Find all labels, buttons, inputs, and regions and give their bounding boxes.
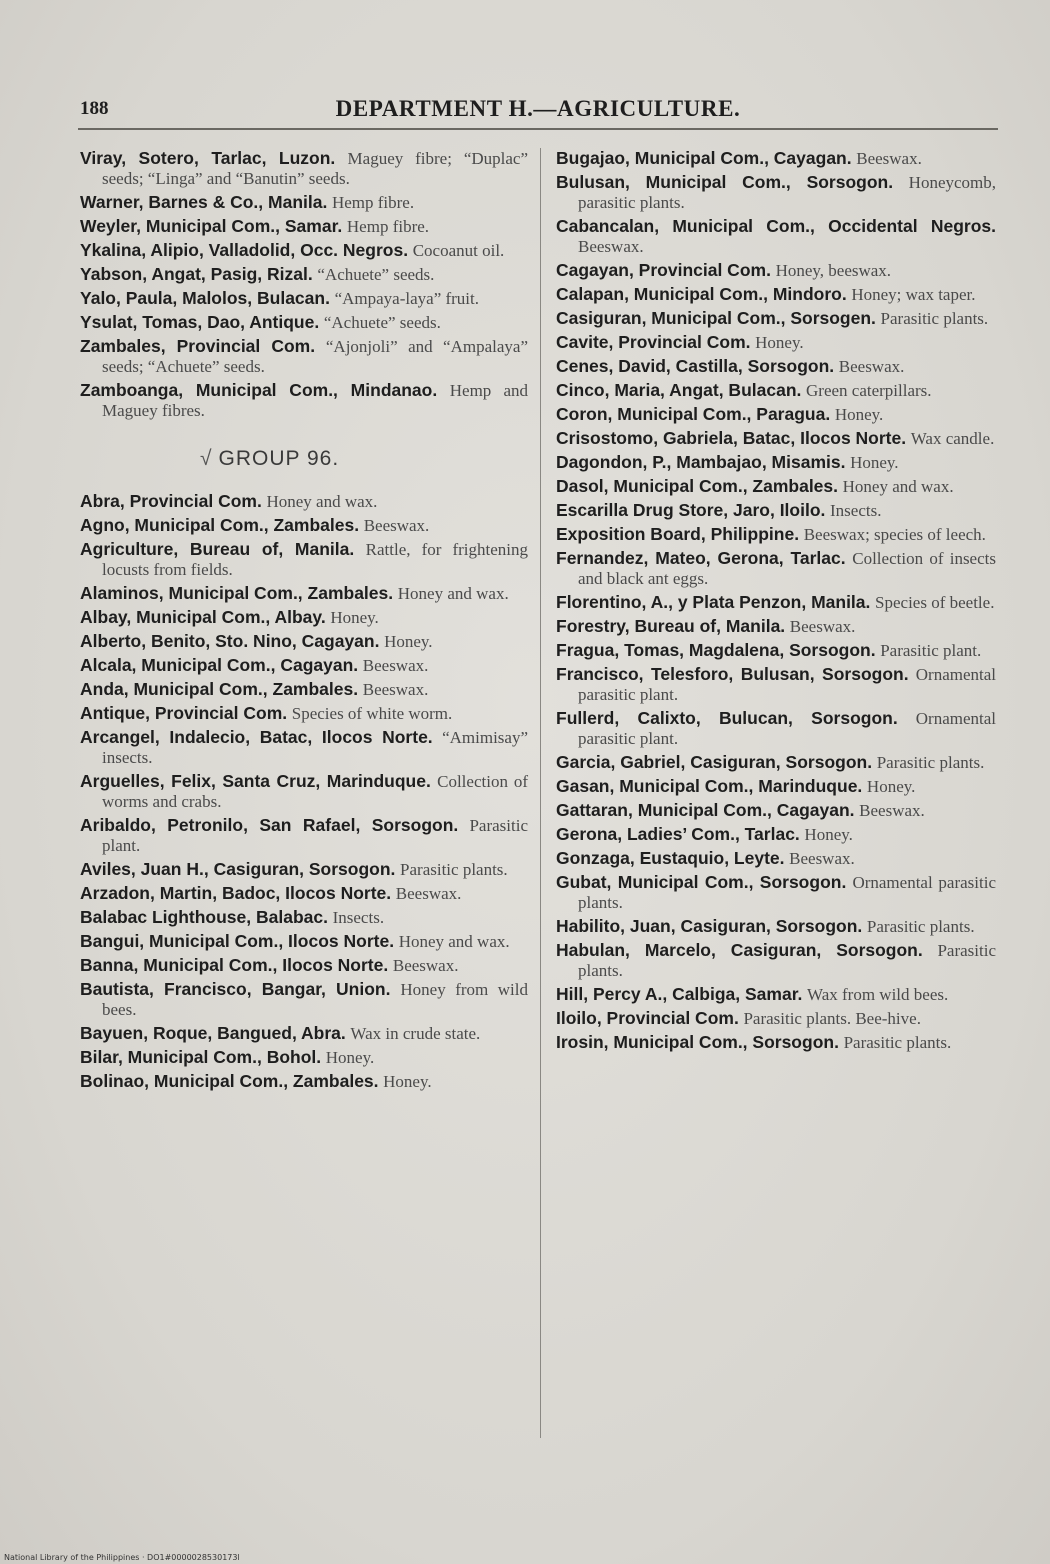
catalog-entry (80, 931, 528, 952)
exhibit-description: Green caterpillars. (806, 381, 932, 400)
exhibit-description: Parasitic plant. (102, 816, 529, 855)
exhibitor-name: Gubat, Municipal Com., Sorsogon. (556, 872, 847, 892)
exhibit-description: Honey; wax taper. (851, 285, 976, 304)
exhibit-description: Honey. (330, 608, 379, 627)
exhibit-description: Beeswax. (838, 357, 905, 376)
catalog-entry (556, 356, 996, 377)
catalog-entry (80, 240, 528, 261)
catalog-entry (80, 955, 528, 976)
catalog-entry (556, 148, 996, 169)
exhibit-description: Insects. (332, 908, 385, 927)
exhibitor-name: Gerona, Ladies’ Com., Tarlac. (556, 824, 800, 844)
catalog-entry (556, 260, 996, 281)
exhibitor-name: Cagayan, Provincial Com. (556, 260, 771, 280)
catalog-entry (80, 216, 528, 237)
exhibitor-name: Zamboanga, Municipal Com., Mindanao. (80, 380, 438, 400)
exhibit-description: Parasitic plants. (843, 1033, 952, 1052)
left-entries-bottom (80, 491, 528, 1092)
catalog-entry (556, 872, 996, 913)
exhibitor-name: Warner, Barnes & Co., Manila. (80, 192, 328, 212)
check-mark-icon: √ (200, 447, 213, 470)
catalog-entry (80, 815, 528, 856)
exhibitor-name: Bautista, Francisco, Bangar, Union. (80, 979, 391, 999)
exhibit-description: Honey. (834, 405, 884, 424)
exhibitor-name: Exposition Board, Philippine. (556, 524, 800, 544)
exhibitor-name: Florentino, A., y Plata Penzon, Manila. (556, 592, 871, 612)
exhibitor-name: Bulusan, Municipal Com., Sorsogon. (556, 172, 894, 192)
catalog-entry (556, 752, 996, 773)
catalog-entry (556, 380, 996, 401)
catalog-entry (556, 916, 996, 937)
catalog-entry (556, 824, 996, 845)
catalog-entry (80, 148, 528, 189)
exhibit-description: Honey. (325, 1048, 375, 1067)
exhibitor-name: Crisostomo, Gabriela, Batac, Ilocos Norte. (556, 428, 907, 448)
exhibit-description: “Ampaya-laya” fruit. (334, 289, 480, 308)
exhibit-description: Honey. (383, 1072, 432, 1091)
exhibitor-name: Habulan, Marcelo, Casiguran, Sorsogon. (556, 940, 923, 960)
exhibit-description: Beeswax. (789, 617, 856, 636)
exhibit-description: Cocoanut oil. (412, 241, 505, 260)
catalog-entry (556, 664, 996, 705)
exhibit-description: Beeswax. (362, 656, 429, 675)
exhibit-description: Parasitic plants. (400, 860, 508, 879)
exhibitor-name: Bilar, Municipal Com., Bohol. (80, 1047, 322, 1067)
catalog-entry (80, 583, 528, 604)
exhibit-description: Honey and wax. (397, 584, 509, 603)
exhibit-description: Honey. (384, 632, 433, 651)
exhibitor-name: Weyler, Municipal Com., Samar. (80, 216, 343, 236)
exhibit-description: Honey from wild bees. (102, 980, 529, 1019)
exhibitor-name: Cavite, Provincial Com. (556, 332, 751, 352)
catalog-entry (556, 308, 996, 329)
exhibit-description: Hemp fibre. (331, 193, 415, 212)
exhibitor-name: Ysulat, Tomas, Dao, Antique. (80, 312, 320, 332)
exhibit-description: Parasitic plants. (880, 309, 989, 328)
exhibit-description: Parasitic plants. Bee-hive. (743, 1009, 921, 1028)
exhibitor-name: Anda, Municipal Com., Zambales. (80, 679, 359, 699)
catalog-entry (556, 800, 996, 821)
exhibitor-name: Alaminos, Municipal Com., Zambales. (80, 583, 394, 603)
exhibitor-name: Bugajao, Municipal Com., Cayagan. (556, 148, 852, 168)
exhibitor-name: Alcala, Municipal Com., Cagayan. (80, 655, 359, 675)
exhibit-description: “Achuete” seeds. (317, 265, 435, 284)
catalog-entry (80, 679, 528, 700)
catalog-entry (556, 616, 996, 637)
catalog-entry (80, 539, 528, 580)
exhibit-description: Beeswax; species of leech. (803, 525, 986, 544)
exhibit-description: Wax from wild bees. (807, 985, 949, 1004)
exhibitor-name: Francisco, Telesforo, Bulusan, Sorsogon. (556, 664, 909, 684)
catalog-entry (556, 452, 996, 473)
exhibitor-name: Irosin, Municipal Com., Sorsogon. (556, 1032, 839, 1052)
exhibit-description: Parasitic plants. (578, 941, 996, 980)
exhibit-description: Parasitic plants. (876, 753, 985, 772)
exhibitor-name: Hill, Percy A., Calbiga, Samar. (556, 984, 803, 1004)
catalog-entry (556, 1008, 996, 1029)
exhibitor-name: Iloilo, Provincial Com. (556, 1008, 739, 1028)
exhibitor-name: Arcangel, Indalecio, Batac, Ilocos Norte. (80, 727, 433, 747)
catalog-entry (556, 548, 996, 589)
catalog-entry (80, 1071, 528, 1092)
exhibit-description: Honey. (850, 453, 899, 472)
catalog-entry (556, 708, 996, 749)
catalog-entry (556, 592, 996, 613)
exhibitor-name: Calapan, Municipal Com., Mindoro. (556, 284, 847, 304)
exhibit-description: Hemp fibre. (346, 217, 430, 236)
exhibitor-name: Gattaran, Municipal Com., Cagayan. (556, 800, 855, 820)
catalog-entry (80, 491, 528, 512)
catalog-entry (556, 428, 996, 449)
exhibit-description: Ornamental parasitic plant. (578, 665, 996, 704)
catalog-entry (80, 771, 528, 812)
exhibitor-name: Agriculture, Bureau of, Manila. (80, 539, 355, 559)
exhibitor-name: Forestry, Bureau of, Manila. (556, 616, 786, 636)
exhibitor-name: Dasol, Municipal Com., Zambales. (556, 476, 839, 496)
exhibit-description: Parasitic plants. (866, 917, 975, 936)
scan-credit: National Library of the Philippines · DO1#0000028530173l (4, 1553, 240, 1562)
exhibit-description: Beeswax. (856, 149, 922, 168)
catalog-entry (80, 907, 528, 928)
catalog-entry (556, 284, 996, 305)
catalog-entry (80, 655, 528, 676)
catalog-entry (80, 979, 528, 1020)
catalog-entry (80, 288, 528, 309)
exhibit-description: Insects. (830, 501, 882, 520)
catalog-entry (80, 631, 528, 652)
exhibitor-name: Abra, Provincial Com. (80, 491, 262, 511)
exhibitor-name: Cenes, David, Castilla, Sorsogon. (556, 356, 835, 376)
exhibitor-name: Coron, Municipal Com., Paragua. (556, 404, 831, 424)
exhibitor-name: Gonzaga, Eustaquio, Leyte. (556, 848, 785, 868)
exhibitor-name: Balabac Lighthouse, Balabac. (80, 907, 328, 927)
exhibitor-name: Arzadon, Martin, Badoc, Ilocos Norte. (80, 883, 392, 903)
exhibit-description: “Amimisay” insects. (102, 728, 528, 767)
catalog-entry (80, 312, 528, 333)
exhibitor-name: Escarilla Drug Store, Jaro, Iloilo. (556, 500, 826, 520)
exhibitor-name: Dagondon, P., Mambajao, Misamis. (556, 452, 846, 472)
exhibitor-name: Fullerd, Calixto, Bulucan, Sorsogon. (556, 708, 898, 728)
catalog-entry (80, 607, 528, 628)
exhibit-description: Honey. (866, 777, 916, 796)
catalog-entry (80, 380, 528, 421)
catalog-entry (556, 940, 996, 981)
catalog-entry (80, 1023, 528, 1044)
catalog-entry (556, 848, 996, 869)
exhibitor-name: Alberto, Benito, Sto. Nino, Cagayan. (80, 631, 380, 651)
exhibit-description: Rattle, for frightening locusts from fields. (102, 540, 528, 579)
exhibit-description: Species of white worm. (291, 704, 453, 723)
exhibit-description: Beeswax. (578, 237, 644, 256)
exhibit-description: Wax candle. (910, 429, 995, 448)
exhibitor-name: Casiguran, Municipal Com., Sorsogen. (556, 308, 876, 328)
exhibitor-name: Banna, Municipal Com., Ilocos Norte. (80, 955, 389, 975)
exhibitor-name: Cinco, Maria, Angat, Bulacan. (556, 380, 802, 400)
catalog-entry (556, 332, 996, 353)
exhibit-description: Collection of insects and black ant eggs. (578, 549, 996, 588)
exhibitor-name: Zambales, Provincial Com. (80, 336, 316, 356)
exhibitor-name: Agno, Municipal Com., Zambales. (80, 515, 360, 535)
running-title: DEPARTMENT H.—AGRICULTURE. (335, 96, 741, 121)
left-column (80, 148, 528, 1095)
catalog-entry (556, 172, 996, 213)
exhibitor-name: Fernandez, Mateo, Gerona, Tarlac. (556, 548, 846, 568)
exhibitor-name: Habilito, Juan, Casiguran, Sorsogon. (556, 916, 863, 936)
exhibit-description: Ornamental parasitic plants. (578, 873, 997, 912)
exhibitor-name: Viray, Sotero, Tarlac, Luzon. (80, 148, 336, 168)
exhibitor-name: Fragua, Tomas, Magdalena, Sorsogon. (556, 640, 876, 660)
catalog-entry (556, 1032, 996, 1053)
catalog-entry (80, 515, 528, 536)
page-number: 188 (80, 98, 109, 119)
exhibit-description: Hemp and Maguey fibres. (102, 381, 528, 420)
exhibit-description: Beeswax. (363, 516, 430, 535)
catalog-entry (556, 776, 996, 797)
exhibitor-name: Aribaldo, Petronilo, San Rafael, Sorsogon. (80, 815, 459, 835)
exhibit-description: “Achuete” seeds. (323, 313, 441, 332)
column-divider (540, 148, 541, 1438)
catalog-entry (80, 727, 528, 768)
exhibit-description: Honey and wax. (842, 477, 954, 496)
left-entries-top (80, 148, 528, 421)
exhibitor-name: Bangui, Municipal Com., Ilocos Norte. (80, 931, 395, 951)
catalog-entry (80, 336, 528, 377)
exhibitor-name: Aviles, Juan H., Casiguran, Sorsogon. (80, 859, 396, 879)
exhibit-description: Honey and wax. (398, 932, 510, 951)
catalog-entry (80, 192, 528, 213)
catalog-entry (80, 703, 528, 724)
catalog-entry (556, 500, 996, 521)
exhibit-description: Beeswax. (789, 849, 855, 868)
catalog-entry (556, 476, 996, 497)
catalog-entry (80, 883, 528, 904)
catalog-entry (80, 1047, 528, 1068)
exhibitor-name: Garcia, Gabriel, Casiguran, Sorsogon. (556, 752, 873, 772)
page-header (78, 96, 998, 126)
catalog-entry (80, 859, 528, 880)
exhibit-description: Honey. (804, 825, 853, 844)
exhibitor-name: Antique, Provincial Com. (80, 703, 288, 723)
exhibit-description: Beeswax. (395, 884, 462, 903)
exhibit-description: Ornamental parasitic plant. (578, 709, 997, 748)
header-rule (78, 128, 998, 130)
exhibitor-name: Bolinao, Municipal Com., Zambales. (80, 1071, 379, 1091)
catalog-entry (556, 640, 996, 661)
exhibit-description: Beeswax. (859, 801, 925, 820)
group-heading-label: GROUP 96. (218, 447, 340, 470)
exhibit-description: Honey and wax. (266, 492, 378, 511)
catalog-entry (80, 264, 528, 285)
exhibitor-name: Cabancalan, Municipal Com., Occidental Negros. (556, 216, 996, 236)
exhibit-description: Wax in crude state. (350, 1024, 481, 1043)
exhibitor-name: Arguelles, Felix, Santa Cruz, Marinduque. (80, 771, 431, 791)
exhibit-description: Beeswax. (362, 680, 429, 699)
exhibitor-name: Gasan, Municipal Com., Marinduque. (556, 776, 863, 796)
right-column (556, 148, 996, 1056)
catalog-entry (556, 216, 996, 257)
catalog-entry (556, 524, 996, 545)
exhibitor-name: Yabson, Angat, Pasig, Rizal. (80, 264, 313, 284)
exhibit-description: Beeswax. (392, 956, 459, 975)
exhibitor-name: Bayuen, Roque, Bangued, Abra. (80, 1023, 346, 1043)
right-entries (556, 148, 996, 1053)
exhibit-description: Collection of worms and crabs. (102, 772, 529, 811)
exhibitor-name: Ykalina, Alipio, Valladolid, Occ. Negros. (80, 240, 409, 260)
exhibitor-name: Albay, Municipal Com., Albay. (80, 607, 326, 627)
exhibitor-name: Yalo, Paula, Malolos, Bulacan. (80, 288, 330, 308)
catalog-entry (556, 404, 996, 425)
catalog-entry (556, 984, 996, 1005)
exhibit-description: “Ajonjoli” and “Ampalaya” seeds; “Achuete” seeds. (102, 337, 529, 376)
exhibit-description: Honey, beeswax. (775, 261, 892, 280)
group-heading (200, 447, 528, 471)
exhibit-description: Species of beetle. (875, 593, 995, 612)
exhibit-description: Parasitic plant. (880, 641, 982, 660)
exhibit-description: Maguey fibre; “Duplac” seeds; “Linga” and “Banutin” seeds. (102, 149, 528, 188)
exhibit-description: Honeycomb, parasitic plants. (578, 173, 997, 212)
exhibit-description: Honey. (755, 333, 804, 352)
